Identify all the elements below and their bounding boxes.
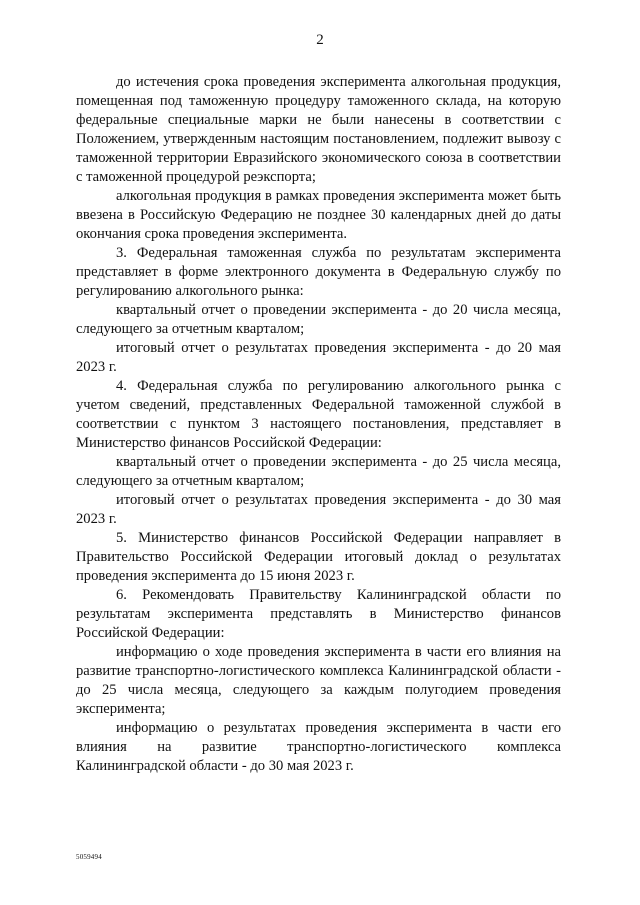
paragraph-quarterly-report-20: квартальный отчет о проведении эксперимента - до 20 числа месяца, следующего за отчетным кварталом;: [76, 302, 561, 337]
paragraph-item-5: 5. Министерство финансов Российской Федерации направляет в Правительство Российской Федерации итоговый доклад о результатах проведения эксперимента до 15 июня 2023 г.: [76, 530, 561, 584]
paragraph-import-deadline: алкогольная продукция в рамках проведения эксперимента может быть ввезена в Российскую Федерацию не позднее 30 календарных дней до даты окончания срока проведения эксперимента.: [76, 188, 561, 242]
paragraph-final-report-20-may: итоговый отчет о результатах проведения эксперимента - до 20 мая 2023 г.: [76, 340, 561, 375]
paragraph-quarterly-report-25: квартальный отчет о проведении эксперимента - до 25 числа месяца, следующего за отчетным кварталом;: [76, 454, 561, 489]
paragraph-final-report-30-may: итоговый отчет о результатах проведения эксперимента - до 30 мая 2023 г.: [76, 492, 561, 527]
paragraph-results-info: информацию о результатах проведения эксперимента в части его влияния на развитие транспортно-логистического комплекса Калининградской области - до 30 мая 2023 г.: [76, 720, 561, 774]
paragraph-progress-info: информацию о ходе проведения эксперимента в части его влияния на развитие транспортно-логистического комплекса Калининградской области - до 25 числа месяца, следующего за каждым полугодием проведения эксперимента;: [76, 644, 561, 717]
document-id: 5059494: [76, 853, 102, 861]
paragraph-continuation: до истечения срока проведения эксперимента алкогольная продукция, помещенная под таможенную процедуру таможенного склада, на которую федеральные специальные марки не были нанесены в соответствии с Положением, утвержденным настоящим постановлением, подлежит вывозу с таможенной территории Евразийского экономического союза в соответствии с таможенной процедурой реэкспорта;: [76, 74, 561, 185]
paragraph-item-4: 4. Федеральная служба по регулированию алкогольного рынка с учетом сведений, представленных Федеральной таможенной службой в соответствии с пунктом 3 настоящего постановления, представляет в Министерство финансов Российской Федерации:: [76, 378, 561, 451]
paragraph-item-3: 3. Федеральная таможенная служба по результатам эксперимента представляет в форме электронного документа в Федеральную службу по регулированию алкогольного рынка:: [76, 245, 561, 299]
paragraph-item-6: 6. Рекомендовать Правительству Калининградской области по результатам эксперимента представлять в Министерство финансов Российской Федерации:: [76, 587, 561, 641]
document-body: [76, 73, 561, 776]
page-number: 2: [316, 32, 324, 48]
